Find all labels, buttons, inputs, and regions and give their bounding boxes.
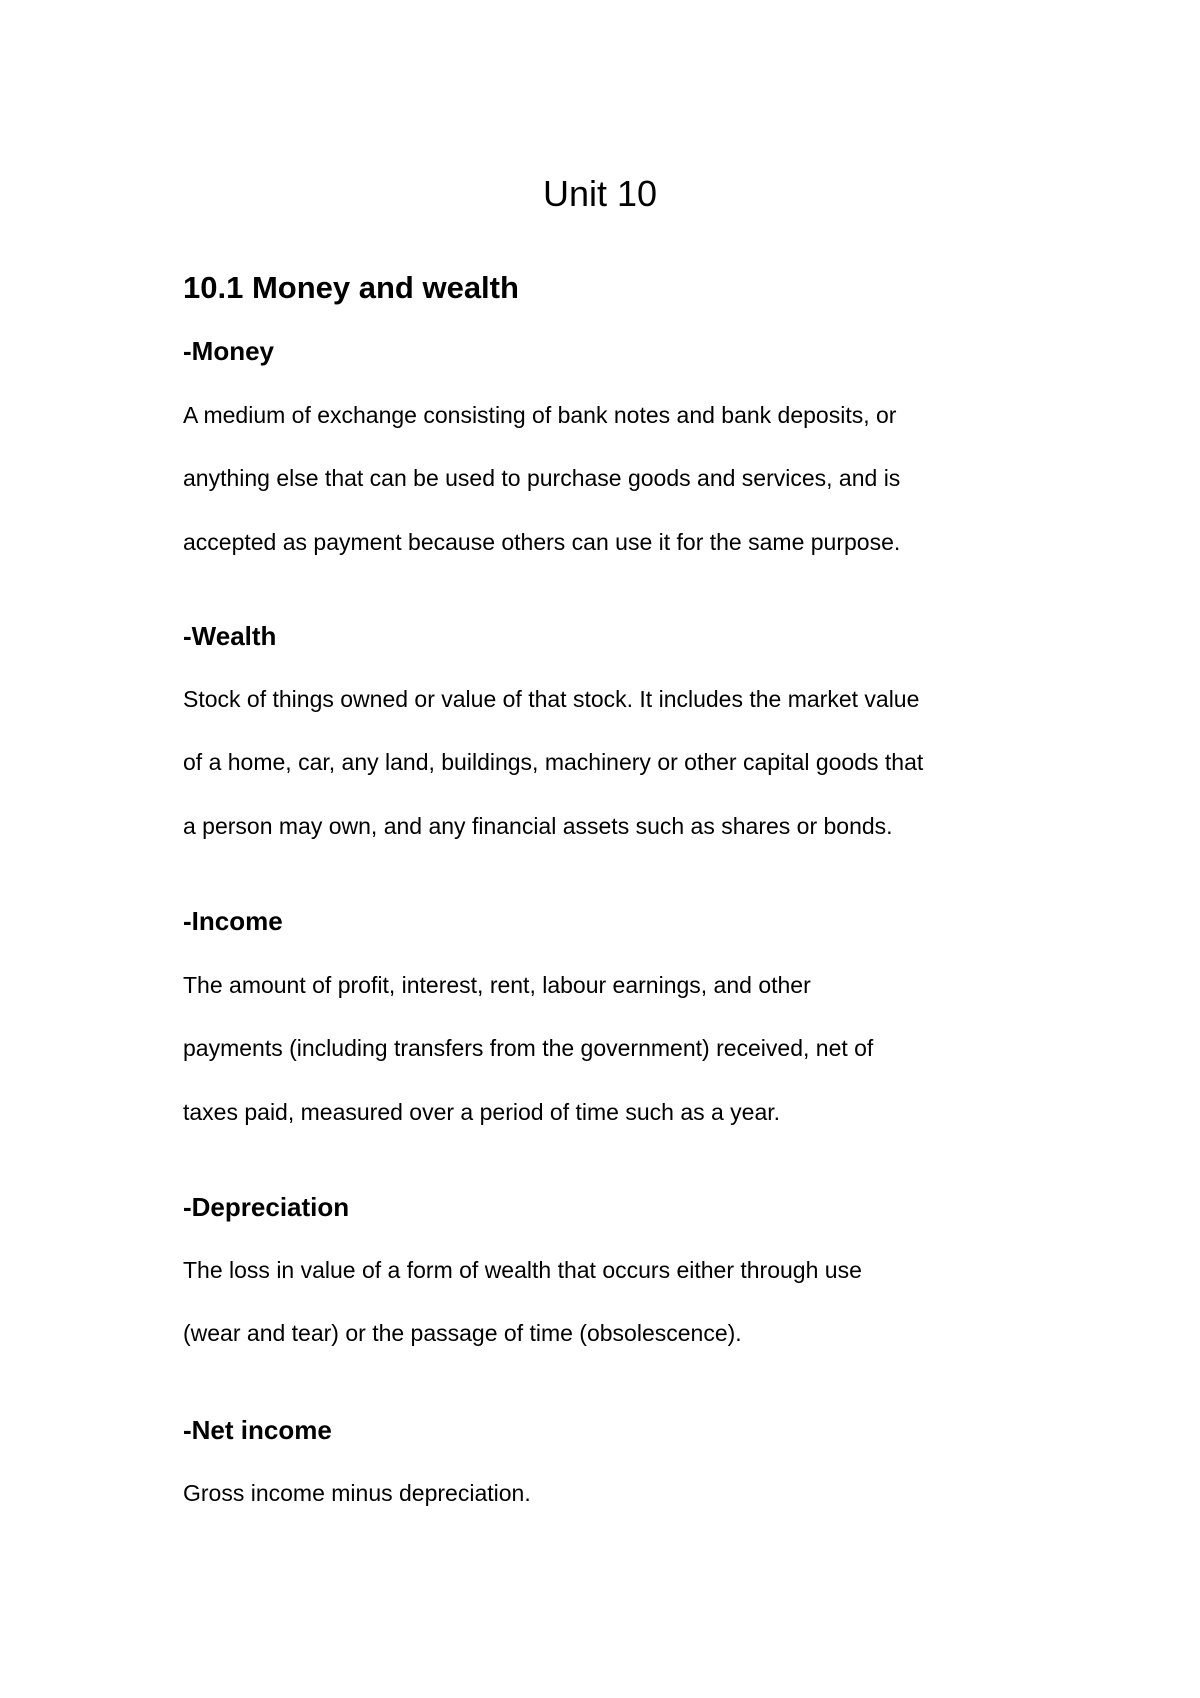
term-income-definition-line: payments (including transfers from the government) received, net of <box>183 1035 874 1061</box>
page-title: Unit 10 <box>542 173 658 214</box>
term-net-income-heading: -Net income <box>183 1415 332 1445</box>
term-money-definition-line: anything else that can be used to purchase goods and services, and is <box>183 465 901 491</box>
term-income-definition-line: taxes paid, measured over a period of time such as a year. <box>183 1099 781 1125</box>
term-wealth-definition-line: Stock of things owned or value of that stock. It includes the market value <box>183 686 920 712</box>
term-depreciation-definition-line: The loss in value of a form of wealth that occurs either through use <box>183 1257 862 1283</box>
term-net-income-definition-line: Gross income minus depreciation. <box>183 1480 531 1506</box>
term-income-definition-line: The amount of profit, interest, rent, labour earnings, and other <box>183 972 811 998</box>
term-money-heading: -Money <box>183 336 274 366</box>
section-heading: 10.1 Money and wealth <box>183 270 519 305</box>
term-depreciation-definition-line: (wear and tear) or the passage of time (obsolescence). <box>183 1320 742 1346</box>
term-money-definition-line: A medium of exchange consisting of bank notes and bank deposits, or <box>183 402 897 428</box>
term-wealth-heading: -Wealth <box>183 621 277 651</box>
term-wealth-definition-line: a person may own, and any financial assets such as shares or bonds. <box>183 813 893 839</box>
term-wealth-definition-line: of a home, car, any land, buildings, machinery or other capital goods that <box>183 749 924 775</box>
term-depreciation-heading: -Depreciation <box>183 1192 350 1222</box>
term-money-definition-line: accepted as payment because others can use it for the same purpose. <box>183 529 901 555</box>
term-income-heading: -Income <box>183 906 283 936</box>
